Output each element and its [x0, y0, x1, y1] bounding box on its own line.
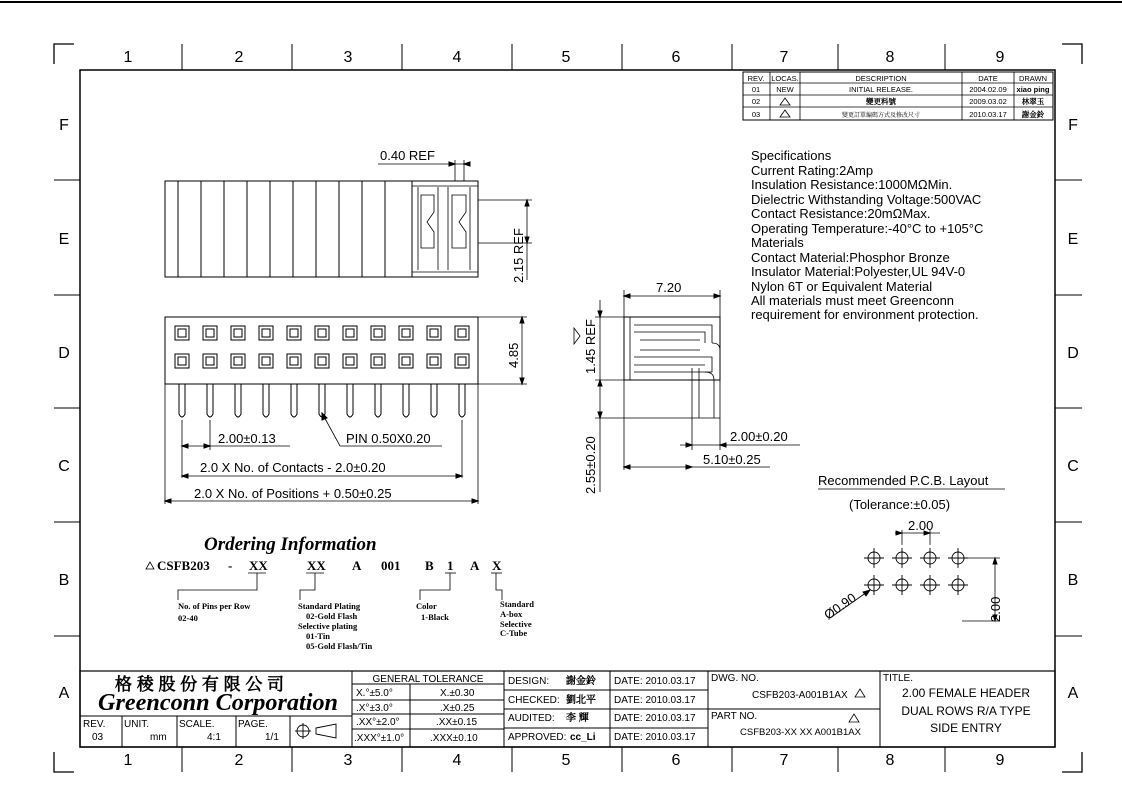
row-label: F [59, 117, 69, 134]
contact-slot [203, 354, 217, 368]
spec-line: All materials must meet Greenconn [751, 293, 955, 308]
rev-cell: 變更料號 [866, 97, 896, 106]
revision-table [743, 72, 1053, 120]
role-date: DATE: 2010.03.17 [614, 713, 696, 724]
col-label: 2 [234, 752, 244, 769]
tolerance-angle: .XXX°±1.0° [354, 733, 405, 744]
contact-slot [343, 354, 357, 368]
contact-slot [175, 354, 189, 368]
code-part: XX [249, 558, 268, 573]
order-plating-label: Selective plating [298, 621, 358, 631]
col-label: 9 [995, 49, 1005, 66]
rev-cell: 03 [751, 110, 761, 119]
role-date: DATE: 2010.03.17 [614, 676, 696, 687]
col-label: 5 [561, 49, 571, 66]
contact-slot-inner [290, 329, 298, 337]
rev-cell: 變更訂單編碼方式及修改尺寸 [841, 113, 921, 119]
order-pack-label: C-Tube [500, 628, 528, 638]
pin-tail [375, 384, 381, 417]
code-part: 001 [381, 558, 401, 573]
tolerance-linear: .XXX±0.10 [430, 733, 478, 744]
contact-slot-inner [206, 329, 214, 337]
code-part: - [228, 558, 233, 573]
contact-slot-inner [402, 329, 410, 337]
contact-slot [343, 326, 357, 340]
contact-slot [287, 354, 301, 368]
spec-line: Specifications [751, 148, 832, 163]
row-label: A [1067, 685, 1079, 702]
order-plating-label: 02-Gold Flash [306, 611, 358, 621]
company-cn: 格 稜 股 份 有 限 公 司 [115, 675, 285, 694]
row-label: F [1068, 117, 1078, 134]
col-label: 2 [234, 49, 244, 66]
ordering-code [146, 558, 502, 573]
spec-line: Materials [751, 235, 804, 250]
col-label: 3 [343, 49, 353, 66]
col-label: 5 [561, 752, 571, 769]
row-label: B [1067, 572, 1079, 589]
spec-line: Contact Resistance:20mΩMax. [751, 206, 931, 221]
title-line: SIDE ENTRY [930, 721, 1002, 735]
tolerance-linear: .X±0.25 [440, 703, 475, 714]
contact-slot-inner [430, 329, 438, 337]
contact-slot [399, 326, 413, 340]
rev-header: LOCAS. [771, 74, 799, 83]
title-label: TITLE. [883, 673, 914, 684]
contact-slot-inner [318, 357, 326, 365]
rev-cell: xiao ping [1016, 85, 1050, 94]
col-label: 4 [452, 49, 462, 66]
contact-slot-inner [458, 329, 466, 337]
contact-slot-inner [458, 357, 466, 365]
rev-cell: 02 [751, 97, 761, 106]
row-label: D [58, 345, 70, 362]
code-part: A [352, 558, 362, 573]
contact-slot-inner [206, 357, 214, 365]
order-plating-label: Standard Plating [298, 601, 361, 611]
col-label: 6 [671, 49, 681, 66]
code-prefix: CSFB203 [157, 558, 210, 573]
pin-tail [431, 384, 437, 417]
row-label: E [58, 231, 70, 248]
rev-cell: INITIAL RELEASE. [849, 85, 913, 94]
pin-tail [347, 384, 353, 417]
dim-pin-size: PIN 0.50X0.20 [346, 431, 431, 446]
role-label: DESIGN: [508, 676, 550, 687]
dim-2-00-020: 2.00±0.20 [730, 429, 788, 444]
contact-slot [203, 326, 217, 340]
row-label: B [58, 572, 70, 589]
dim-0-40-ref: 0.40 REF [380, 148, 435, 163]
role-name: 謝金鈴 [566, 676, 596, 687]
order-color-label: 1-Black [421, 612, 449, 622]
row-label: E [1067, 231, 1079, 248]
contact-slot-inner [178, 357, 186, 365]
tolerance-angle: .X°±3.0° [356, 703, 393, 714]
dwg-label: DWG. NO. [711, 673, 759, 684]
contact-slot-inner [402, 357, 410, 365]
code-part: X [492, 558, 502, 573]
dim-2-15-ref: 2.15 REF [511, 228, 526, 283]
tolerance-angle: X.°±5.0° [356, 688, 393, 699]
dim-7-20: 7.20 [656, 280, 682, 295]
contact-slot [371, 326, 385, 340]
spec-line: Dielectric Withstanding Voltage:500VAC [751, 192, 982, 207]
rev-header: DRAWN [1018, 74, 1048, 83]
col-label: 4 [452, 752, 462, 769]
pcb-pitch-v: 2.00 [988, 596, 1003, 622]
contact-slot [259, 326, 273, 340]
spec-line: Contact Material:Phosphor Bronze [751, 250, 950, 265]
dim-positions: 2.0 X No. of Positions + 0.50±0.25 [194, 486, 392, 501]
tolerance-linear: .XX±0.15 [436, 717, 478, 728]
scale-label: SCALE. [179, 719, 215, 730]
pin-tail [207, 384, 213, 417]
role-label: APPROVED: [508, 732, 567, 743]
dim-1-45-ref: 1.45 REF [583, 319, 598, 374]
contact-slot [231, 326, 245, 340]
unit-label: UNIT. [124, 719, 149, 730]
order-pack-label: Standard [500, 599, 535, 609]
spec-line: Insulator Material:Polyester,UL 94V-0 [751, 264, 966, 279]
contact-slot-inner [318, 329, 326, 337]
part-label: PART NO. [711, 711, 758, 722]
front-view [165, 317, 527, 504]
contact-slot [399, 354, 413, 368]
contact-slot-inner [346, 329, 354, 337]
top-view [165, 160, 532, 280]
dwg-value: CSFB203-A001B1AX [752, 690, 848, 701]
contact-slot [371, 354, 385, 368]
spec-line: Insulation Resistance:1000MΩMin. [751, 177, 953, 192]
spec-line: Current Rating:2Amp [751, 163, 874, 178]
order-plating-label: 01-Tin [306, 631, 330, 641]
spec-line: requirement for environment protection. [751, 307, 979, 322]
order-color-label: Color [416, 601, 437, 611]
pin-tail [179, 384, 185, 417]
pin-tail [291, 384, 297, 417]
revision-triangle-icon [849, 714, 859, 722]
pin-tail [459, 384, 465, 417]
col-label: 7 [779, 752, 789, 769]
row-label: C [1067, 458, 1079, 475]
rev-cell: 2010.03.17 [969, 110, 1007, 119]
rev-cell: 謝金鈴 [1021, 110, 1045, 119]
role-name: 李 輝 [566, 713, 589, 724]
title-line: DUAL ROWS R/A TYPE [901, 704, 1031, 718]
dim-2-55: 2.55±0.20 [583, 436, 598, 494]
dim-pitch: 2.00±0.13 [218, 431, 276, 446]
contact-slot [427, 354, 441, 368]
revision-triangle-icon [574, 328, 580, 344]
contact-slot [427, 326, 441, 340]
contact-slot [231, 354, 245, 368]
rev-cell: 林翠玉 [1021, 97, 1045, 106]
code-part: B [425, 558, 434, 573]
col-label: 1 [123, 49, 133, 66]
row-label: C [58, 458, 70, 475]
contact-slot-inner [234, 357, 242, 365]
unit-value: mm [150, 732, 167, 743]
title-line: 2.00 FEMALE HEADER [901, 686, 1031, 700]
page-value: 1/1 [265, 732, 279, 743]
spec-line: Operating Temperature:-40°C to +105°C [751, 221, 984, 236]
col-label: 8 [885, 49, 895, 66]
contact-slot-inner [262, 357, 270, 365]
contact-slot [259, 354, 273, 368]
rev-cell: 2004.02.09 [969, 85, 1007, 94]
contact-slot-inner [374, 329, 382, 337]
top-view-ribs [178, 181, 385, 277]
code-part: XX [307, 558, 326, 573]
order-pack-label: A-box [500, 609, 523, 619]
rev-value: 03 [92, 732, 104, 743]
contact-slot-inner [374, 357, 382, 365]
dim-contacts: 2.0 X No. of Contacts - 2.0±0.20 [200, 460, 386, 475]
dim-4-85: 4.85 [506, 342, 521, 368]
scale-value: 4:1 [207, 732, 221, 743]
row-label: D [1067, 345, 1079, 362]
pin-tail [235, 384, 241, 417]
rev-cell: 2009.03.02 [969, 97, 1007, 106]
contact-slot-inner [178, 329, 186, 337]
rev-header: DESCRIPTION [855, 74, 907, 83]
specifications-block [751, 148, 983, 322]
order-pack-label: Selective [500, 619, 532, 629]
contact-slot [455, 354, 469, 368]
role-date: DATE: 2010.03.17 [614, 695, 696, 706]
contact-slot [315, 326, 329, 340]
col-label: 8 [885, 752, 895, 769]
revision-triangle-icon [146, 562, 154, 569]
pcb-hole-dia: Ø0.90 [821, 589, 859, 623]
rev-header: REV. [747, 74, 765, 83]
rev-cell: 01 [751, 85, 761, 94]
ordering-title: Ordering Information [204, 534, 377, 555]
projection-symbol-icon [295, 723, 336, 739]
drawing-frame [80, 70, 1055, 747]
col-label: 6 [671, 752, 681, 769]
order-pins-label: No. of Pins per Row [178, 601, 251, 611]
row-label: A [58, 685, 70, 702]
revision-triangle-icon [855, 689, 865, 697]
company-en: Greenconn Corporation [98, 690, 338, 716]
contact-slot-inner [234, 329, 242, 337]
contact-slot [315, 354, 329, 368]
role-label: AUDITED: [508, 713, 555, 724]
pcb-title: Recommended P.C.B. Layout [818, 473, 989, 488]
role-label: CHECKED: [508, 695, 560, 706]
rev-label: REV. [83, 719, 106, 730]
contact-slot [455, 326, 469, 340]
col-label: 3 [343, 752, 353, 769]
dim-5-10: 5.10±0.25 [703, 452, 761, 467]
col-label: 9 [995, 752, 1005, 769]
col-label: 1 [123, 752, 133, 769]
code-part: 1 [447, 558, 454, 573]
pin-tail [403, 384, 409, 417]
contact-slot-inner [430, 357, 438, 365]
pin-tail [319, 384, 325, 417]
revision-triangle-icon [780, 98, 790, 117]
part-value: CSFB203-XX XX A001B1AX [740, 727, 861, 738]
role-date: DATE: 2010.03.17 [614, 732, 696, 743]
sheet-corners [54, 44, 1082, 772]
rev-header: DATE [978, 74, 998, 83]
pcb-pitch-h: 2.00 [908, 518, 934, 533]
contact-slot-inner [290, 357, 298, 365]
pcb-tolerance: (Tolerance:±0.05) [849, 497, 951, 512]
pin-tail [263, 384, 269, 417]
tolerance-title: GENERAL TOLERANCE [372, 674, 484, 685]
contact-slot [287, 326, 301, 340]
contact-slot-inner [346, 357, 354, 365]
role-name: 劉北平 [566, 695, 596, 706]
tolerance-linear: X.±0.30 [440, 688, 475, 699]
order-plating-label: 05-Gold Flash/Tin [306, 641, 373, 651]
col-label: 7 [779, 49, 789, 66]
code-part: A [470, 558, 480, 573]
spec-line: Nylon 6T or Equivalent Material [751, 279, 933, 294]
tolerance-angle: .XX°±2.0° [356, 717, 400, 728]
role-name: cc_Li [570, 732, 596, 743]
contact-slot [175, 326, 189, 340]
page-label: PAGE. [238, 719, 268, 730]
rev-cell: NEW [776, 85, 794, 94]
contact-slot-inner [262, 329, 270, 337]
order-pins-label: 02-40 [178, 613, 198, 623]
